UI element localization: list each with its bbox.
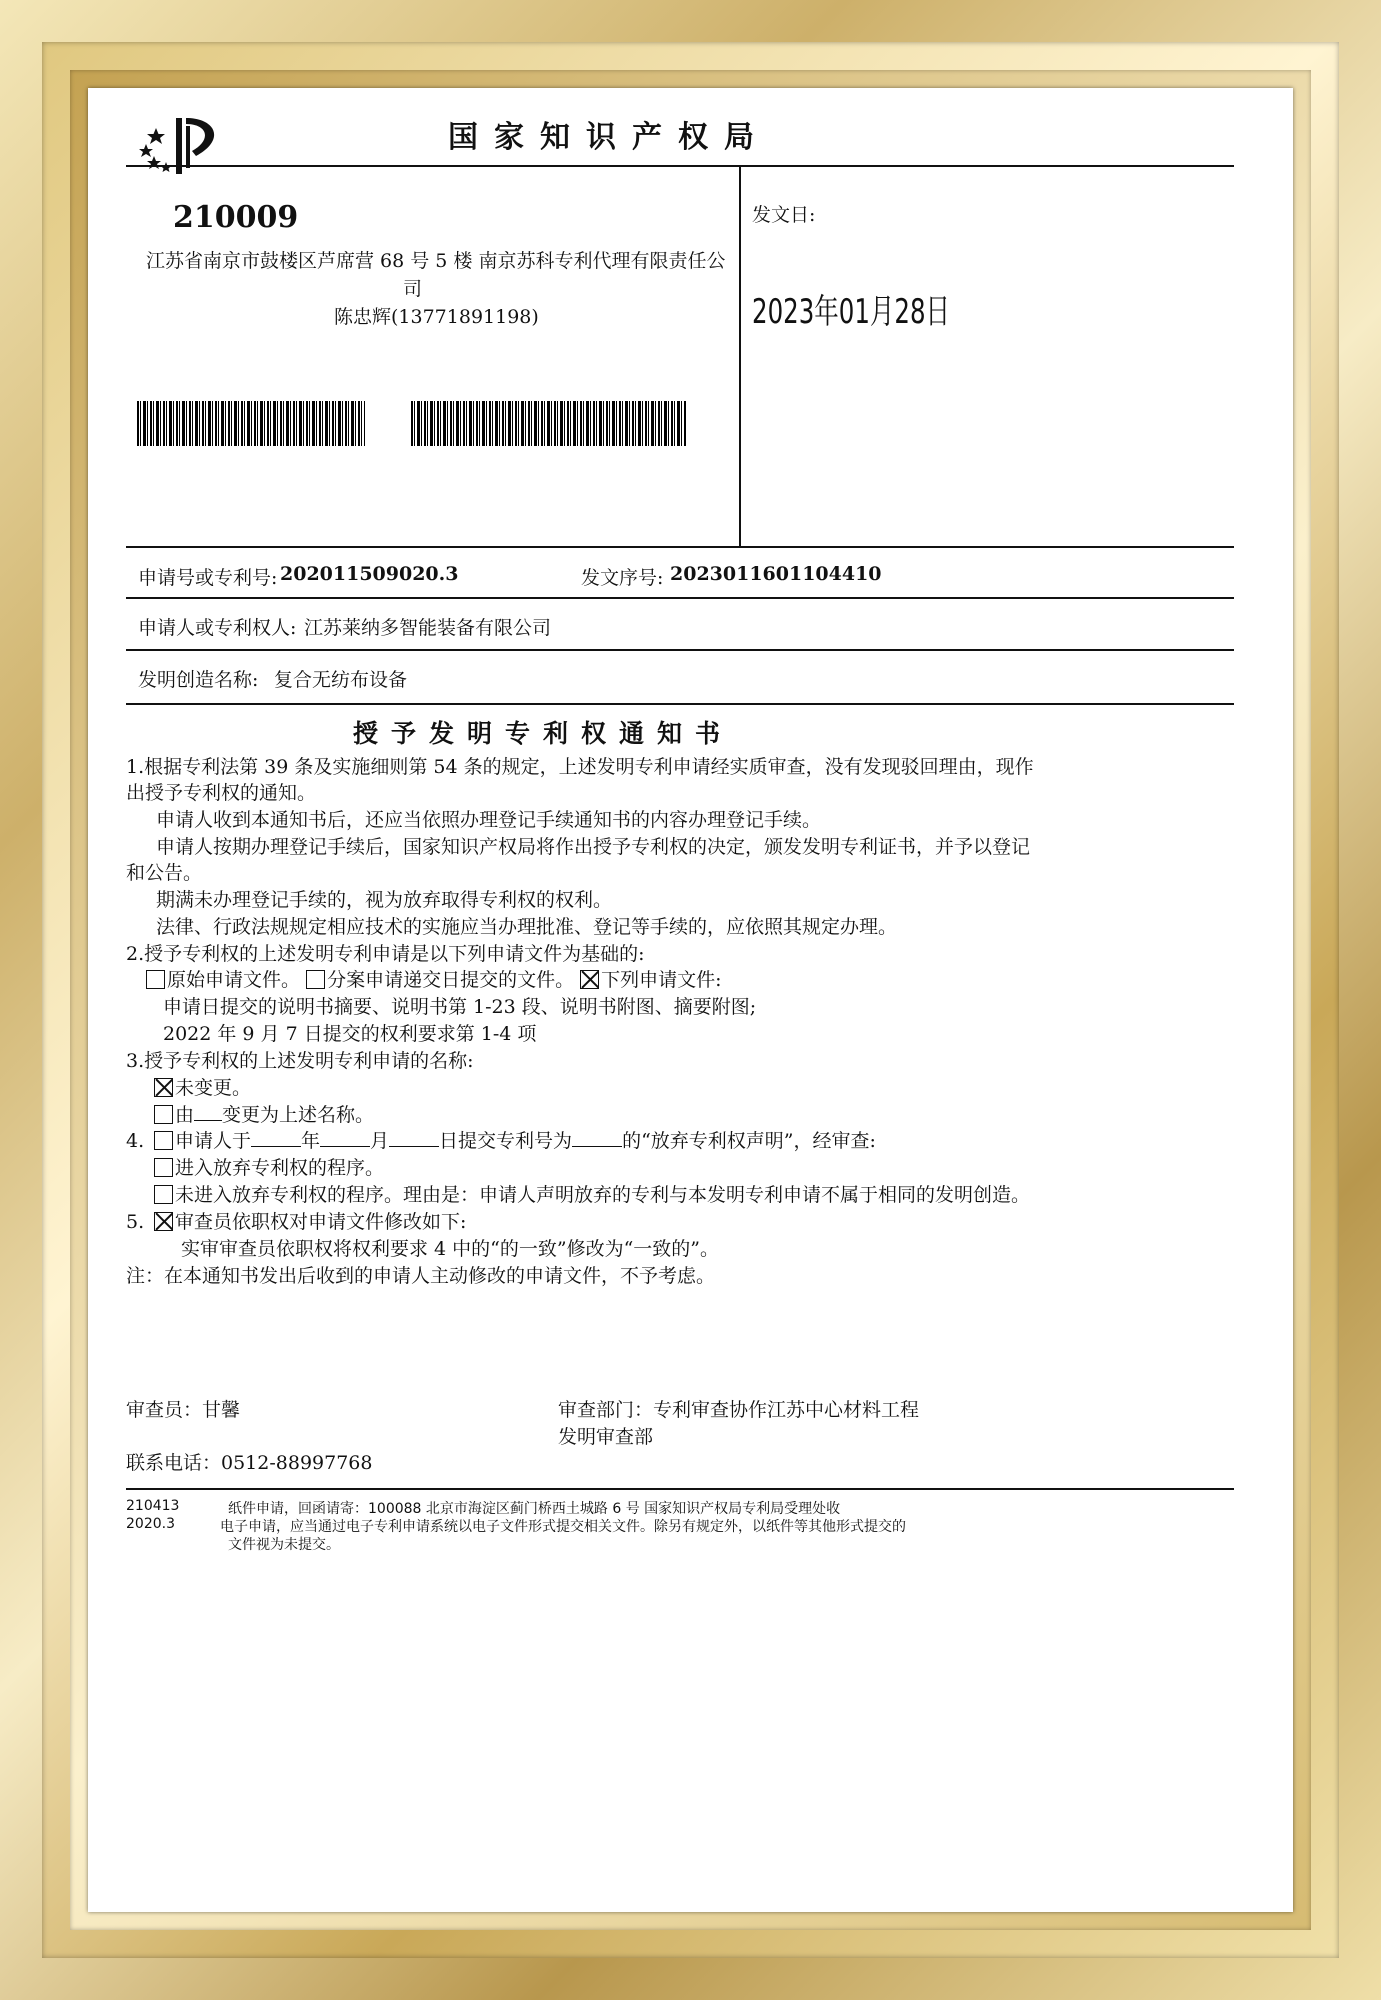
checkbox-waiver [154,1131,173,1150]
para-1a: 1.根据专利法第 39 条及实施细则第 54 条的规定，上述发明专利申请经实质审查，没有发现驳回理由，现作 [126,756,1034,778]
section-3-opt1 [154,1073,251,1100]
section-3: 3.授予专利权的上述发明专利申请的名称: [126,1050,474,1072]
s4-b: 年 [301,1130,321,1152]
para-1b: 出授予专利权的通知。 [126,782,317,804]
s4-c: 月 [370,1130,390,1152]
recipient-address-line1: 江苏省南京市鼓楼区芦席营 68 号 5 楼 南京苏科专利代理有限责任公 [146,250,726,272]
applicant-label: 申请人或专利权人: [138,617,297,639]
para-3b: 和公告。 [126,862,203,884]
opt-enter-waiver: 进入放弃专利权的程序。 [175,1157,385,1179]
cnipa-emblem-icon [136,110,246,180]
section-4-opt1 [154,1153,384,1180]
checkbox-enter-waiver [154,1158,173,1177]
document-page [88,88,1293,1912]
serial-label: 发文序号: [581,567,664,589]
mail-instruction-1: 纸件申请，回函请寄：100088 北京市海淀区蓟门桥西土城路 6 号 国家知识产权局专利局受理处收 [228,1501,841,1517]
opt-changed-b: 变更为上述名称。 [222,1104,375,1126]
section-5-detail: 实审审查员依职权将权利要求 4 中的“的一致”修改为“一致的”。 [181,1238,720,1260]
section-5: 审查员依职权对申请文件修改如下: [175,1211,467,1233]
checkbox-divisional [306,970,325,989]
phone: 联系电话：0512-88997768 [126,1452,373,1474]
checkbox-original [146,970,165,989]
section-4-line [126,1126,876,1153]
opt-changed-a: 由 [175,1104,195,1126]
para-4: 期满未办理登记手续的，视为放弃取得专利权的权利。 [156,889,613,911]
department-line2: 发明审查部 [558,1426,654,1448]
blank-month [320,1130,370,1147]
section-3-opt2 [154,1100,374,1127]
recipient-address-line2: 司 [403,278,423,300]
invention: 复合无纺布设备 [274,669,408,691]
blank-old-name [194,1104,222,1121]
para-3a: 申请人按期办理登记手续后，国家知识产权局将作出授予专利权的决定，颁发发明专利证书，并予以登记 [156,836,1031,858]
opt-not-enter-waiver: 未进入放弃专利权的程序。理由是：申请人声明放弃的专利与本发明专利申请不属于相同的发明创造。 [175,1184,1031,1206]
section-2: 2.授予专利权的上述发明专利申请是以下列申请文件为基础的: [126,943,645,965]
section-5-line [126,1207,466,1234]
header-rule [126,165,1234,167]
checkbox-amend [154,1212,173,1231]
form-version: 2020.3 [126,1516,175,1532]
s4-d: 日提交专利号为 [439,1130,573,1152]
notice-title: 授予发明专利权通知书 [353,719,734,748]
blank-patent-no [572,1130,622,1147]
header-divider [739,165,741,546]
section-2-detail-1: 申请日提交的说明书摘要、说明书第 1-23 段、说明书附图、摘要附图; [163,996,757,1018]
para-5: 法律、行政法规规定相应技术的实施应当办理批准、登记等手续的，应依照其规定办理。 [156,916,898,938]
note: 注：在本通知书发出后收到的申请人主动修改的申请文件，不予考虑。 [126,1265,716,1287]
footer-rule [126,1488,1234,1490]
opt-unchanged: 未变更。 [175,1077,252,1099]
section-4-opt2 [154,1180,1030,1207]
app-no-label: 申请号或专利号: [138,567,278,589]
checkbox-changed [154,1105,173,1124]
barcode-left [137,401,365,446]
row-rule-2 [126,597,1234,599]
serial-no: 2023011601104410 [670,563,882,585]
mail-instruction-2: 电子申请，应当通过电子专利申请系统以电子文件形式提交相关文件。除另有规定外，以纸件等其他形式提交的 [220,1519,906,1535]
section-4-num: 4. [126,1130,145,1152]
blank-year [251,1130,301,1147]
row-rule-3 [126,649,1234,651]
opt-original: 原始申请文件。 [167,969,301,991]
applicant: 江苏莱纳多智能装备有限公司 [304,617,552,639]
opt-divisional: 分案申请递交日提交的文件。 [327,969,575,991]
form-code: 210413 [126,1498,180,1514]
postcode: 210009 [173,200,299,235]
checkbox-unchanged [154,1078,173,1097]
checkbox-following [580,970,599,989]
blank-day [389,1130,439,1147]
row-rule-1 [126,546,1234,548]
s4-a: 申请人于 [175,1130,252,1152]
examiner: 审查员：甘馨 [126,1399,241,1421]
app-no: 202011509020.3 [280,563,459,585]
department-line1: 审查部门：专利审查协作江苏中心材料工程 [558,1399,920,1421]
opt-following: 下列申请文件: [601,969,722,991]
office-title: 国家知识产权局 [448,120,770,155]
barcode-right [411,401,687,446]
checkbox-not-enter-waiver [154,1185,173,1204]
mail-instruction-3: 文件视为未提交。 [228,1537,340,1553]
issue-date-label: 发文日: [752,204,816,226]
para-2: 申请人收到本通知书后，还应当依照办理登记手续通知书的内容办理登记手续。 [156,809,822,831]
section-5-num: 5. [126,1211,145,1233]
section-2-options [146,965,722,992]
issue-date: 2023年01月28日 [752,292,951,332]
invention-label: 发明创造名称: [138,669,259,691]
recipient-contact: 陈忠辉(13771891198) [334,306,539,328]
row-rule-4 [126,703,1234,705]
section-2-detail-2: 2022 年 9 月 7 日提交的权利要求第 1-4 项 [163,1023,537,1045]
s4-e: 的“放弃专利权声明”，经审查: [622,1130,876,1152]
